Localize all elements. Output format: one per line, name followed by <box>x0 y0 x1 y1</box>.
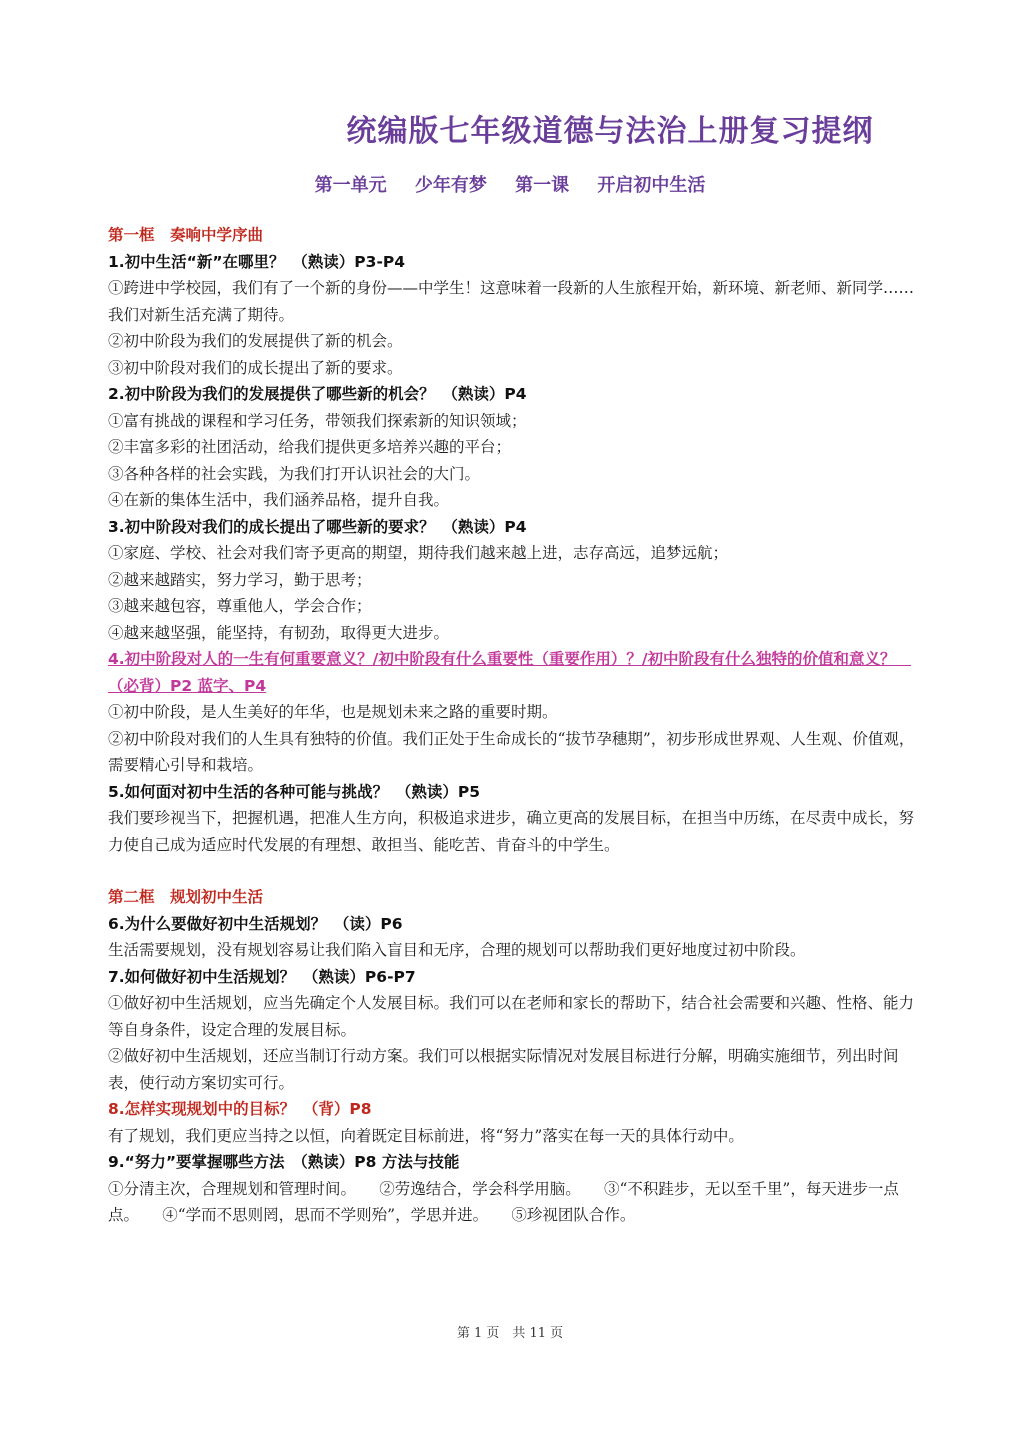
question-heading: 1.初中生活“新”在哪里？ （熟读）P3-P4 <box>108 252 406 271</box>
answer-paragraph: ②做好初中生活规划，还应当制订行动方案。我们可以根据实际情况对发展目标进行分解，明确实施细节，列出时间表，使行动方案切实可行。 <box>108 1047 899 1092</box>
question-heading: 7.如何做好初中生活规划？ （熟读）P6-P7 <box>108 967 416 986</box>
outline-content <box>108 222 916 1229</box>
answer-paragraph: 有了规划，我们更应当持之以恒，向着既定目标前进，将“努力”落实在每一天的具体行动中。 <box>108 1126 744 1145</box>
answer-paragraph: ③各种各样的社会实践，为我们打开认识社会的大门。 <box>108 464 481 483</box>
answer-paragraph: ④越来越坚强，能坚持，有韧劲，取得更大进步。 <box>108 623 450 642</box>
answer-paragraph: ④在新的集体生活中，我们涵养品格，提升自我。 <box>108 491 450 509</box>
answer-paragraph: ①家庭、学校、社会对我们寄予更高的期望，期待我们越来越上进，志存高远，追梦远航； <box>108 544 729 562</box>
question-heading: 6.为什么要做好初中生活规划？ （读）P6 <box>108 914 403 933</box>
answer-paragraph: ①做好初中生活规划，应当先确定个人发展目标。我们可以在老师和家长的帮助下，结合社会需要和兴趣、性格、能力等自身条件，设定合理的发展目标。 <box>108 994 915 1039</box>
answer-paragraph: ②初中阶段为我们的发展提供了新的机会。 <box>108 332 403 350</box>
unit-lesson-heading: 第一单元 少年有梦 第一课 开启初中生活 <box>314 175 706 196</box>
answer-paragraph: ③越来越包容，尊重他人，学会合作； <box>108 597 372 615</box>
answer-paragraph: ③初中阶段对我们的成长提出了新的要求。 <box>108 358 403 377</box>
answer-paragraph: ①分清主次，合理规划和管理时间。 ②劳逸结合，学会科学用脑。 ③“不积跬步，无以至千里”，每天进步一点点。 ④“学而不思则罔，思而不学则殆”，学思并进。 ⑤珍视团队合作。 <box>108 1179 899 1224</box>
section-heading: 第二框 规划初中生活 <box>108 888 264 906</box>
answer-paragraph: 生活需要规划，没有规划容易让我们陷入盲目和无序，合理的规划可以帮助我们更好地度过初中阶段。 <box>108 941 806 959</box>
question-heading: 2.初中阶段为我们的发展提供了哪些新的机会？ （熟读）P4 <box>108 385 527 403</box>
answer-paragraph: ②初中阶段对我们的人生具有独特的价值。我们正处于生命成长的“拔节孕穗期”，初步形成世界观、人生观、价值观，需要精心引导和栽培。 <box>108 729 915 774</box>
section-spacer <box>108 858 916 884</box>
question-heading: 8.怎样实现规划中的目标？ （背）P8 <box>108 1100 372 1118</box>
section-2 <box>108 884 916 1229</box>
document-title: 统编版七年级道德与法治上册复习提纲 <box>346 114 874 149</box>
question-heading: 5.如何面对初中生活的各种可能与挑战？ （熟读）P5 <box>108 782 481 801</box>
section-heading: 第一框 奏响中学序曲 <box>108 226 264 244</box>
question-heading: 9.“努力”要掌握哪些方法 （熟读）P8 方法与技能 <box>108 1153 460 1171</box>
answer-paragraph: ②丰富多彩的社团活动，给我们提供更多培养兴趣的平台； <box>108 438 512 456</box>
answer-paragraph: ①初中阶段，是人生美好的年华，也是规划未来之路的重要时期。 <box>108 703 558 721</box>
question-heading: 3.初中阶段对我们的成长提出了哪些新的要求？ （熟读）P4 <box>108 517 527 536</box>
page-number: 第 1 页 共 11 页 <box>456 1326 564 1341</box>
answer-paragraph: 我们要珍视当下，把握机遇，把准人生方向，积极追求进步，确立更高的发展目标，在担当中历练，在尽责中成长，努力使自己成为适应时代发展的有理想、敢担当、能吃苦、肯奋斗的中学生。 <box>108 809 915 854</box>
section-1 <box>108 222 916 858</box>
answer-paragraph: ①富有挑战的课程和学习任务，带领我们探索新的知识领域； <box>108 411 527 430</box>
answer-paragraph: ②越来越踏实，努力学习，勤于思考； <box>108 570 372 589</box>
question-heading: 4.初中阶段对人的一生有何重要意义？/初中阶段有什么重要性（重要作用）？/初中阶段有什么独特的价值和意义？ （必背）P2 蓝字、P4 <box>108 650 912 695</box>
answer-paragraph: ①跨进中学校园，我们有了一个新的身份——中学生！这意味着一段新的人生旅程开始，新环境、新老师、新同学……我们对新生活充满了期待。 <box>108 279 915 324</box>
